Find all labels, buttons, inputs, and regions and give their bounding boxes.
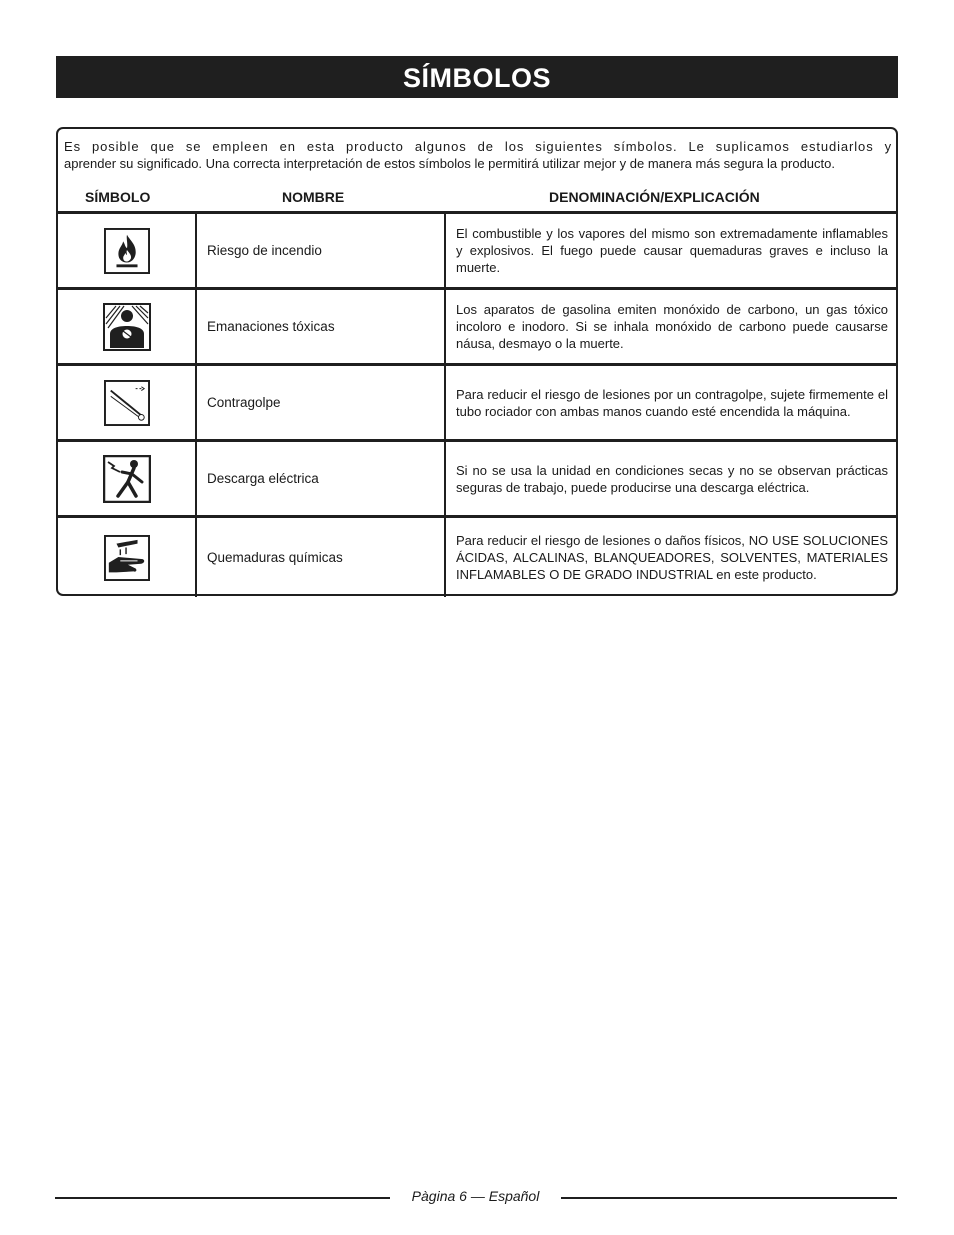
row-description: Para reducir el riesgo de lesiones o daños físicos, NO USE SOLUCIONES ÁCIDAS, ALCALINAS, BLANQUEADORES, SOLVENTES, MATERIALES INFLAMABLES O DE GRADO INDUSTRIAL en este producto. xyxy=(456,533,888,582)
table-row xyxy=(58,366,896,442)
page-title: SÍMBOLOS xyxy=(56,56,898,98)
header-name: NOMBRE xyxy=(282,189,345,205)
symbols-box xyxy=(56,127,898,596)
page-number: Pàgina 6 xyxy=(411,1188,467,1204)
row-name: Descarga eléctrica xyxy=(207,471,319,486)
row-description: El combustible y los vapores del mismo son extremadamente inflamables y explosivos. El fuego puede causar quemaduras graves e incluso la muerte. xyxy=(456,226,888,275)
table-row xyxy=(58,442,896,518)
row-name: Contragolpe xyxy=(207,395,281,410)
row-name: Riesgo de incendio xyxy=(207,243,322,258)
row-description: Para reducir el riesgo de lesiones por un contragolpe, sujete firmemente el tubo rociador con ambas manos cuando esté encendida la máquina. xyxy=(456,386,888,419)
table-row xyxy=(58,290,896,366)
electric-shock-icon xyxy=(103,455,151,503)
table-header xyxy=(58,187,896,209)
toxic-fumes-icon xyxy=(103,303,151,351)
page-footer xyxy=(390,1188,561,1204)
intro-line-2: aprender su significado. Una correcta interpretación de estos símbolos le permitirá utilizar mejor y de manera más segura la producto. xyxy=(64,156,835,171)
intro-text xyxy=(64,138,892,172)
row-description: Los aparatos de gasolina emiten monóxido de carbono, un gas tóxico incoloro e inodoro. Si se inhala monóxido de carbono puede causarse náusa, desmayo o la muerte. xyxy=(456,302,888,351)
table-row xyxy=(58,214,896,290)
row-description: Si no se usa la unidad en condiciones secas y no se observan prácticas seguras de trabajo, puede producirse una descarga eléctrica. xyxy=(456,462,888,495)
footer-divider-left xyxy=(55,1197,390,1199)
kickback-icon xyxy=(104,380,150,426)
footer-language: — Español xyxy=(470,1188,540,1204)
header-symbol: SÍMBOLO xyxy=(85,189,151,205)
row-name: Quemaduras químicas xyxy=(207,550,343,565)
table-row xyxy=(58,518,896,597)
chemical-burn-icon xyxy=(104,535,150,581)
footer-divider-right xyxy=(561,1197,897,1199)
symbols-table xyxy=(58,211,896,597)
header-description: DENOMINACIÓN/EXPLICACIÓN xyxy=(549,189,760,205)
row-name: Emanaciones tóxicas xyxy=(207,319,335,334)
fire-icon xyxy=(104,228,150,274)
intro-line-1: Es posible que se empleen en esta producto algunos de los siguientes símbolos. Le suplicamos estudiarlos y xyxy=(64,139,892,154)
